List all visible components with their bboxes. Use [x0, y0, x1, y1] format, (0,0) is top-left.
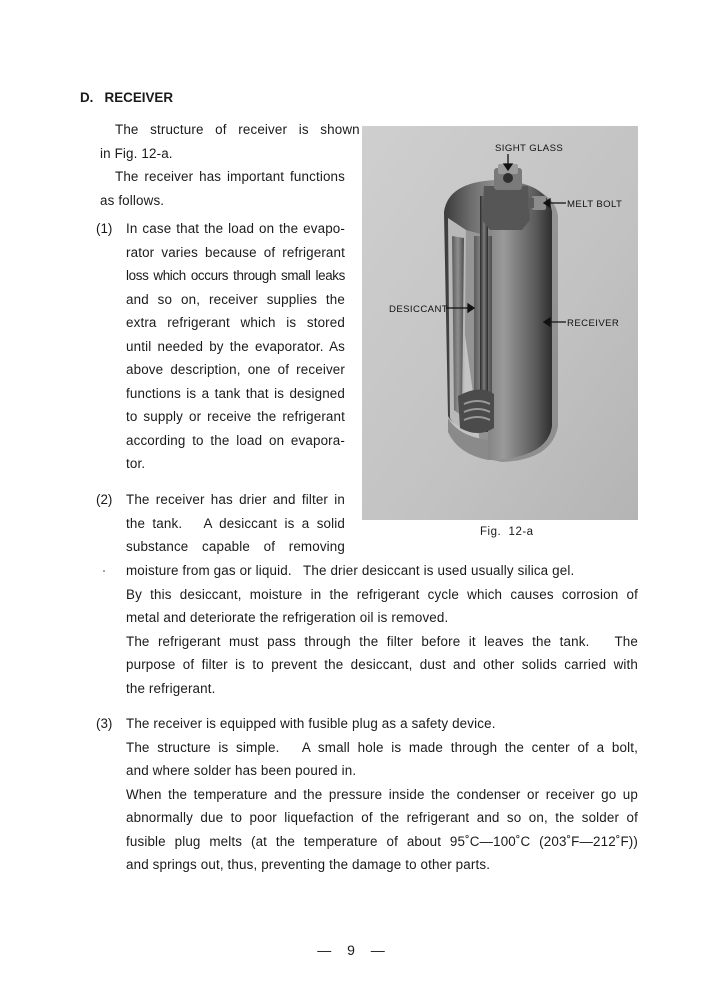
receiver-cutaway-illustration	[362, 126, 638, 520]
receiver-label: RECEIVER	[567, 318, 620, 329]
text-line: and so on, receiver supplies the	[126, 291, 345, 307]
text-line: fusible plug melts (at the temperature of about 95˚C—100˚C (203˚F—212˚F))	[126, 833, 638, 849]
text-line: The receiver is equipped with fusible plug as a safety device.	[126, 716, 496, 731]
text-line: the tank. A desiccant is a solid	[126, 515, 345, 531]
desiccant-label: DESICCANT	[389, 304, 449, 315]
sight-glass-label: SIGHT GLASS	[495, 143, 564, 154]
text-line: moisture from gas or liquid. The drier desiccant is used usually silica gel.	[126, 563, 575, 578]
stray-mark	[103, 570, 105, 572]
intro-paragraph	[100, 118, 360, 212]
text-line: The structure is simple. A small hole is made through the center of a bolt,	[126, 739, 638, 755]
melt-bolt-label: MELT BOLT	[567, 199, 623, 210]
intro-line: The receiver has important functions	[115, 169, 345, 184]
item-2-narrow-text	[126, 488, 345, 559]
text-line: In case that the load on the evapo-	[126, 221, 345, 236]
text-line: By this desiccant, moisture in the refrigerant cycle which causes corrosion of	[126, 586, 638, 602]
text-line: When the temperature and the pressure inside the condenser or receiver go up	[126, 786, 638, 802]
intro-line: as follows.	[100, 192, 165, 208]
item-2-wide-text	[126, 559, 638, 700]
text-line: functions is a tank that is designed	[126, 385, 345, 401]
text-line: loss which occurs through small leaks	[126, 268, 345, 283]
text-line: tor.	[126, 456, 146, 471]
text-line: the refrigerant.	[126, 680, 216, 696]
page-number: — 9 —	[317, 942, 391, 958]
text-line: substance capable of removing	[126, 539, 345, 554]
item-3-text	[126, 712, 638, 877]
text-line: to supply or receive the refrigerant	[126, 409, 345, 424]
text-line: according to the load on evapora-	[126, 432, 345, 448]
text-line: metal and deteriorate the refrigeration oil is removed.	[126, 610, 449, 625]
text-line: purpose of filter is to prevent the desiccant, dust and other solids carried with	[126, 657, 638, 672]
text-line: until needed by the evaporator. As	[126, 338, 345, 354]
receiver-cutaway-photo	[362, 126, 638, 520]
text-line: rator varies because of refrigerant	[126, 244, 345, 260]
text-line: abnormally due to poor liquefaction of the refrigerant and so on, the solder of	[126, 810, 638, 825]
item-number: (3)	[96, 716, 113, 731]
text-line: The receiver has drier and filter in	[126, 492, 345, 507]
item-number: (1)	[96, 221, 113, 236]
item-1-text	[126, 217, 345, 476]
section-heading: D. RECEIVER	[80, 90, 174, 105]
text-line: The refrigerant must pass through the filter before it leaves the tank. The	[126, 633, 638, 649]
intro-line: The structure of receiver is shown	[115, 122, 360, 137]
text-line: extra refrigerant which is stored	[126, 315, 345, 330]
figure-caption: Fig. 12-a	[480, 526, 534, 538]
text-line: and where solder has been poured in.	[126, 763, 357, 778]
intro-line: in Fig. 12-a.	[100, 145, 173, 161]
text-line: and springs out, thus, preventing the damage to other parts.	[126, 857, 491, 872]
item-number: (2)	[96, 492, 113, 507]
text-line: above description, one of receiver	[126, 362, 345, 377]
